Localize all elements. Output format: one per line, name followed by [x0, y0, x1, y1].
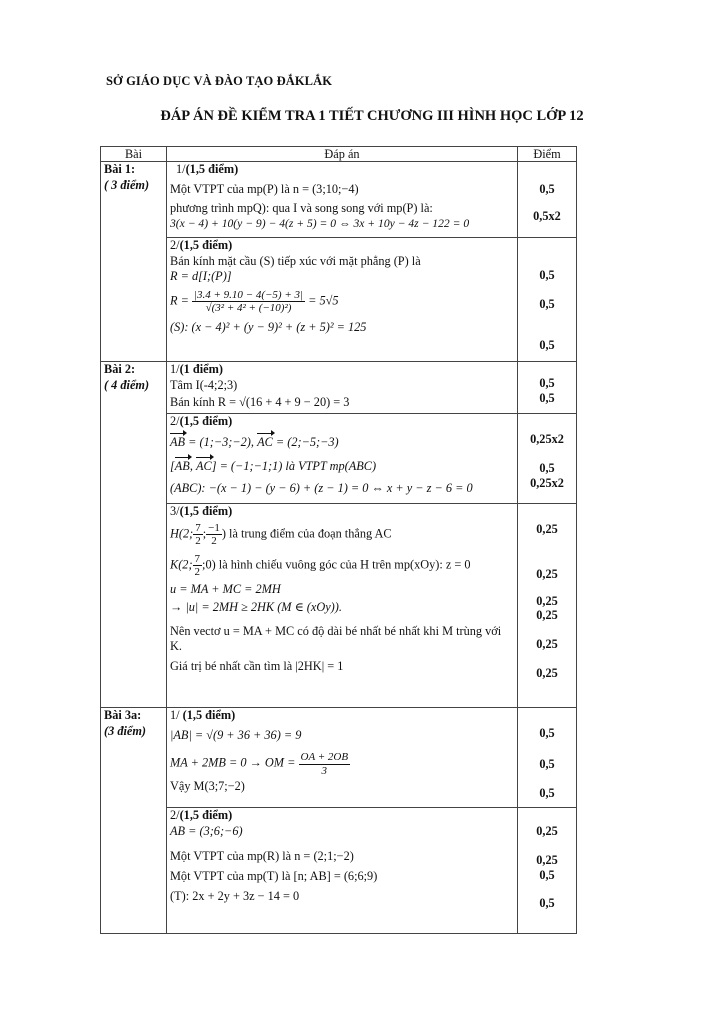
score-value: 0,5: [539, 182, 555, 196]
score-value: 0,5: [539, 376, 555, 390]
bai-3-part-2: [167, 808, 518, 934]
bai-1-cell: [101, 162, 167, 362]
vector-ac: AC: [196, 456, 212, 475]
score-value: 0,5: [539, 296, 555, 311]
answer-line: Bán kính mặt cầu (S) tiếp xúc với mặt phẳng (P) là: [170, 253, 421, 268]
bai-1-points: ( 3 điểm): [104, 177, 150, 192]
answer-line: R = d[I;(P)]: [170, 269, 232, 284]
part-number: 1/: [170, 362, 180, 376]
score-value: 0,25: [536, 852, 558, 867]
fraction-denominator: 2: [211, 534, 217, 547]
answer-line: (T): 2x + 2y + 3z − 14 = 0: [170, 888, 300, 903]
fraction-denominator: √(3² + 4² + (−10)²): [205, 302, 292, 315]
part-number: 3/: [170, 504, 180, 518]
bai-3-part-2-score: [518, 808, 577, 934]
bai-3-part-1-score: [518, 708, 577, 808]
vector-ab-value: = (1;−3;−2),: [185, 434, 258, 449]
answer-line: 3(x − 4) + 10(y − 9) − 4(z + 5) = 0 ⇔ 3x + 10y − 4z − 122 = 0: [170, 217, 470, 231]
part-number: 2/: [170, 238, 180, 252]
formula-radius: [170, 289, 514, 314]
vector-ac: AC: [257, 432, 273, 451]
part-number: 2/: [170, 808, 180, 822]
bracket-open: [: [170, 459, 175, 474]
answer-text: ;0) là hình chiếu vuông góc của H trên mp(xOy): z = 0: [202, 557, 471, 572]
point-h: H(2;: [170, 526, 194, 541]
part-points: (1,5 điểm): [179, 238, 233, 252]
formula-lhs: MA + 2MB = 0 → OM =: [170, 755, 296, 770]
answer-line: Nên vectơ u = MA + MC có độ dài bé nhất bé nhất khi M trùng với K.: [170, 623, 502, 654]
answer-line: u = MA + MC = 2MH: [170, 582, 281, 597]
bai-2-cell: [101, 362, 167, 708]
table-row: [101, 362, 577, 414]
score-value: 0,25: [536, 522, 558, 536]
bai-1-label: Bài 1:: [104, 162, 136, 176]
answer-line: [170, 432, 514, 451]
table-row: [101, 414, 577, 504]
answer-line: (S): (x − 4)² + (y − 9)² + (z + 5)² = 125: [170, 320, 367, 335]
answer-line: [170, 553, 514, 578]
vector-ac-value: = (2;−5;−3): [272, 434, 339, 449]
table-row: [101, 504, 577, 708]
bai-1-part-2-score: [518, 238, 577, 362]
separator: ;: [202, 526, 207, 541]
bai-2-part-1-score: [518, 362, 577, 414]
bai-1-part-2: [167, 238, 518, 362]
table-row: [101, 238, 577, 362]
score-value: 0,5: [539, 867, 555, 882]
answer-line: → |u| = 2MH ≥ 2HK (M ∈ (xOy)).: [170, 599, 342, 614]
vector-ab: AB: [175, 456, 190, 475]
score-value: 0,5: [539, 337, 555, 352]
bai-3-label: Bài 3a:: [104, 708, 142, 722]
table-header-row: [101, 147, 577, 162]
score-value: 0,5: [539, 785, 555, 800]
score-value: 0,25x2: [530, 475, 564, 490]
department-name: SỞ GIÁO DỤC VÀ ĐÀO TẠO ĐẮKLẮK: [106, 74, 333, 88]
bai-2-part-3-score: [518, 504, 577, 708]
part-number: 2/: [170, 414, 180, 428]
fraction-denominator: 2: [195, 534, 201, 547]
point-k: K(2;: [170, 557, 193, 572]
answer-line: Tâm I(-4;2;3): [170, 377, 238, 392]
fraction-numerator: −1: [208, 521, 220, 534]
answer-text: ) là trung điểm của đoạn thẳng AC: [221, 526, 392, 541]
fraction: [193, 553, 203, 578]
header-bai: Bài: [101, 147, 167, 162]
header-diem: Điểm: [518, 147, 577, 162]
table-row: [101, 708, 577, 808]
bai-1-part-1-score: [518, 162, 577, 238]
answer-line: [170, 456, 514, 475]
fraction-numerator: 7: [194, 552, 201, 565]
bai-3-cell: [101, 708, 167, 934]
score-value: 0,25: [536, 593, 558, 608]
score-value: 0,5: [539, 268, 555, 282]
fraction: [206, 522, 222, 547]
answer-line: (ABC): −(x − 1) − (y − 6) + (z − 1) = 0 ⇔ x + y − z − 6 = 0: [170, 481, 473, 496]
formula-lhs: R =: [170, 293, 189, 308]
bai-2-part-2-score: [518, 414, 577, 504]
bai-2-points: ( 4 điểm): [104, 377, 150, 392]
answer-line: Một VTPT của mp(R) là n = (2;1;−2): [170, 849, 354, 864]
score-value: 0,5: [539, 460, 555, 475]
vector-ab: AB: [170, 432, 185, 451]
fraction-denominator: 3: [321, 764, 328, 777]
part-points: (1,5 điểm): [185, 162, 239, 176]
answer-line: Một VTPT của mp(P) là n = (3;10;−4): [170, 181, 359, 196]
bai-2-part-3: [167, 504, 518, 708]
fraction: [299, 751, 351, 776]
answer-table: [100, 146, 577, 934]
answer-line: Vậy M(3;7;−2): [170, 778, 245, 793]
bai-3-points: (3 điểm): [104, 723, 147, 738]
part-points: (1,5 điểm): [179, 504, 233, 518]
bai-2-label: Bài 2:: [104, 362, 136, 376]
cross-product-value: ] = (−1;−1;1) là VTPT mp(ABC): [211, 459, 377, 474]
table-row: [101, 808, 577, 934]
part-points: (1 điểm): [179, 362, 223, 376]
answer-line: [170, 751, 514, 776]
answer-line: Bán kính R = √(16 + 4 + 9 − 20) = 3: [170, 395, 350, 410]
answer-line: [170, 522, 514, 547]
answer-line: AB = (3;6;−6): [170, 823, 243, 838]
bai-3-part-1: [167, 708, 518, 808]
fraction-numerator: OA + 2OB: [300, 751, 349, 764]
part-points: (1,5 điểm): [182, 708, 236, 722]
header-dap-an: Đáp án: [167, 147, 518, 162]
part-number: 1/: [176, 162, 186, 176]
score-value: 0,5: [539, 896, 555, 911]
score-value: 0,25: [536, 824, 558, 838]
separator: ,: [189, 459, 196, 474]
fraction-numerator: 7: [195, 521, 201, 534]
score-value: 0,5x2: [533, 208, 561, 223]
part-number: 1/: [170, 708, 183, 722]
answer-line: Giá trị bé nhất cần tìm là |2HK| = 1: [170, 659, 344, 674]
score-value: 0,5: [539, 756, 555, 771]
bai-2-part-1: [167, 362, 518, 414]
formula-rhs: = 5√5: [308, 293, 339, 308]
score-value: 0,25: [536, 665, 558, 680]
score-value: 0,25x2: [530, 432, 564, 446]
score-value: 0,5: [539, 390, 555, 405]
fraction-denominator: 2: [194, 566, 201, 579]
part-points: (1,5 điểm): [179, 808, 233, 822]
answer-line: Một VTPT của mp(T) là [n; AB] = (6;6;9): [170, 869, 378, 884]
answer-line: |AB| = √(9 + 36 + 36) = 9: [170, 727, 302, 742]
fraction: [193, 522, 203, 547]
table-row: [101, 162, 577, 238]
bai-2-part-2: [167, 414, 518, 504]
score-value: 0,5: [539, 726, 555, 740]
score-value: 0,25: [536, 608, 558, 623]
fraction: [192, 289, 305, 314]
bai-1-part-1: [167, 162, 518, 238]
document-title: ĐÁP ÁN ĐỀ KIỂM TRA 1 TIẾT CHƯƠNG III HÌNH HỌC LỚP 12: [160, 108, 584, 124]
score-value: 0,25: [536, 566, 558, 581]
fraction-numerator: |3.4 + 9.10 − 4(−5) + 3|: [193, 289, 304, 302]
answer-line: phương trình mpQ): qua I và song song với mp(P) là:: [170, 201, 433, 216]
score-value: 0,25: [536, 637, 558, 651]
part-points: (1,5 điểm): [179, 414, 233, 428]
